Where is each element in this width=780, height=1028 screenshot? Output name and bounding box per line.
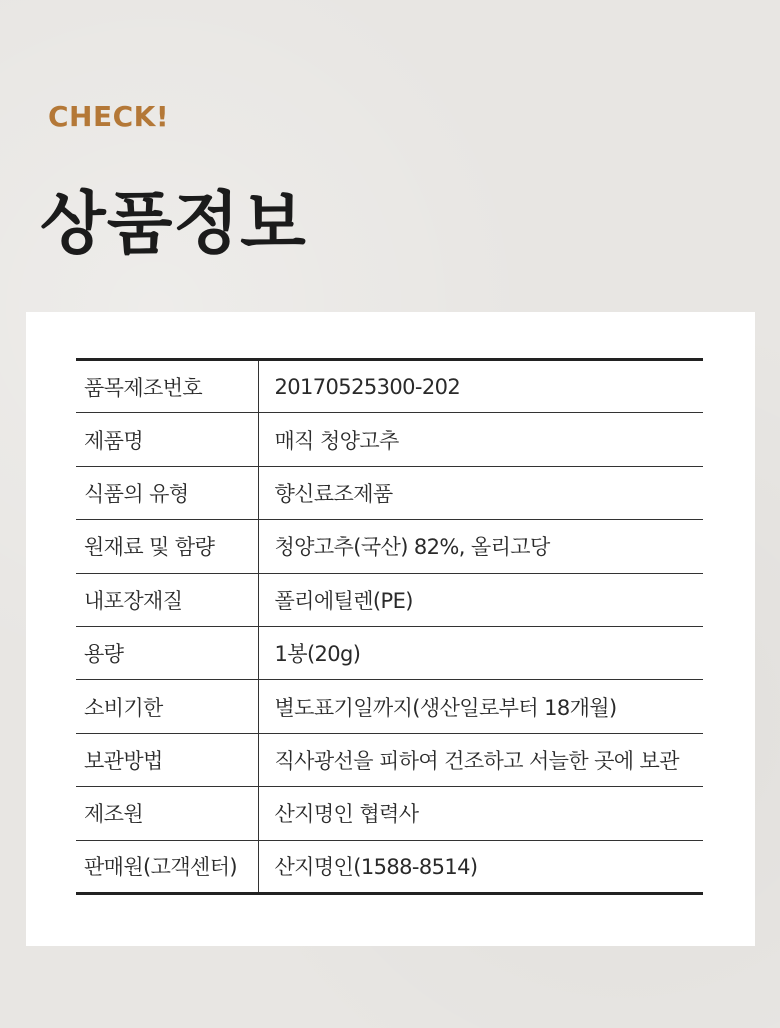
page-title: 상품정보 [40,185,307,264]
table-row [76,413,703,466]
table-row [76,626,703,679]
row-label: 판매원(고객센터) [76,840,258,893]
row-label: 식품의 유형 [76,466,258,519]
table-row [76,360,703,413]
row-value: 직사광선을 피하여 건조하고 서늘한 곳에 보관 [258,733,703,786]
table-row [76,840,703,893]
row-value: 산지명인(1588-8514) [258,840,703,893]
row-label: 원재료 및 함량 [76,520,258,573]
row-value: 폴리에틸렌(PE) [258,573,703,626]
row-label: 보관방법 [76,733,258,786]
check-label: CHECK! [48,100,170,133]
row-value: 1봉(20g) [258,626,703,679]
row-value: 20170525300-202 [258,360,703,413]
product-info-table [76,358,703,895]
row-value: 향신료조제품 [258,466,703,519]
row-label: 내포장재질 [76,573,258,626]
row-label: 품목제조번호 [76,360,258,413]
row-label: 용량 [76,626,258,679]
table-row [76,787,703,840]
table-row [76,733,703,786]
row-label: 제조원 [76,787,258,840]
row-value: 별도표기일까지(생산일로부터 18개월) [258,680,703,733]
product-info-card [26,312,755,946]
table-row [76,466,703,519]
row-label: 제품명 [76,413,258,466]
table-row [76,573,703,626]
row-value: 매직 청양고추 [258,413,703,466]
table-row [76,680,703,733]
table-row [76,520,703,573]
row-value: 산지명인 협력사 [258,787,703,840]
row-label: 소비기한 [76,680,258,733]
row-value: 청양고추(국산) 82%, 올리고당 [258,520,703,573]
